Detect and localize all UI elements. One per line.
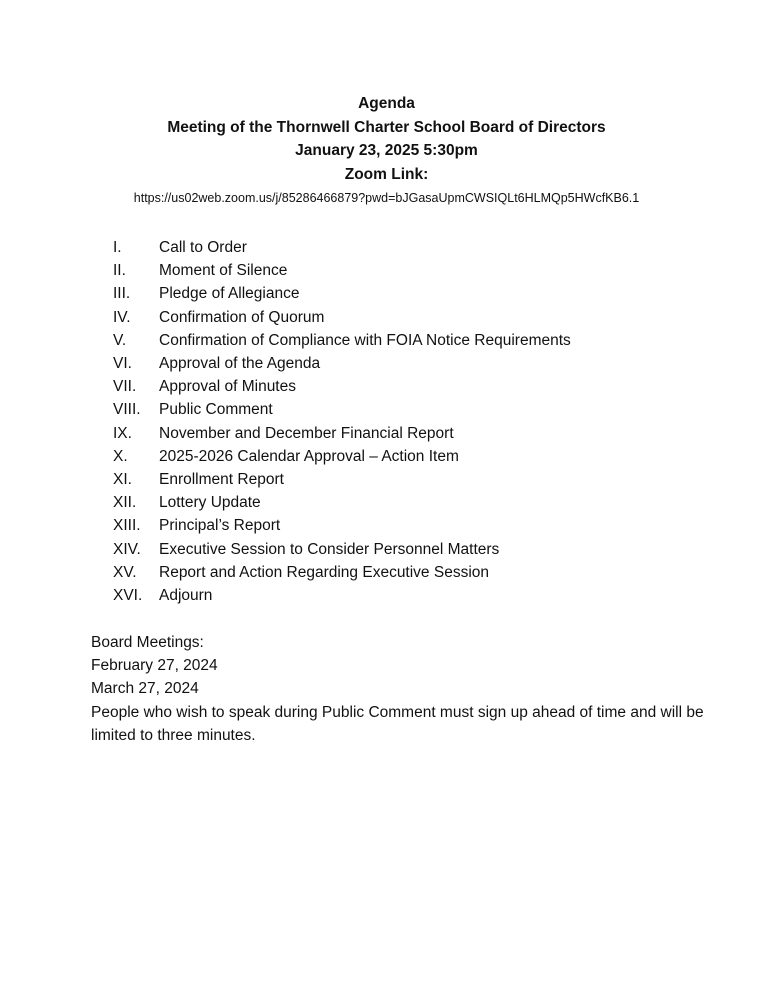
agenda-item: [113, 375, 571, 398]
agenda-item-text: Enrollment Report: [159, 471, 284, 489]
agenda-item-number: XV.: [113, 563, 137, 581]
board-meetings-section: [91, 631, 731, 747]
agenda-item-text: Confirmation of Compliance with FOIA Notice Requirements: [159, 331, 571, 349]
agenda-item-text: Public Comment: [159, 401, 273, 419]
agenda-item: [113, 236, 571, 259]
agenda-item: [113, 514, 571, 537]
agenda-item: [113, 352, 571, 375]
agenda-header: [0, 92, 773, 209]
agenda-item-text: Pledge of Allegiance: [159, 285, 300, 303]
agenda-item: [113, 584, 571, 607]
agenda-item: [113, 468, 571, 491]
agenda-list: [113, 236, 571, 607]
agenda-item-text: 2025-2026 Calendar Approval – Action Item: [159, 447, 459, 465]
agenda-item: [113, 561, 571, 584]
agenda-item-number: XIII.: [113, 517, 141, 535]
agenda-item-text: November and December Financial Report: [159, 424, 454, 442]
agenda-item-text: Lottery Update: [159, 494, 261, 512]
agenda-item: [113, 306, 571, 329]
agenda-item-number: V.: [113, 331, 127, 349]
agenda-item-number: XVI.: [113, 587, 143, 605]
agenda-item: [113, 491, 571, 514]
agenda-item-number: XI.: [113, 471, 132, 489]
agenda-item-number: VII.: [113, 378, 137, 396]
agenda-item-number: X.: [113, 447, 128, 465]
agenda-item-number: VIII.: [113, 401, 141, 419]
meeting-title: Meeting of the Thornwell Charter School Board of Directors: [167, 118, 606, 136]
board-meeting-date: March 27, 2024: [91, 680, 199, 698]
agenda-item-number: IX.: [113, 424, 132, 442]
agenda-item-text: Approval of Minutes: [159, 378, 296, 396]
agenda-item-text: Approval of the Agenda: [159, 355, 321, 373]
agenda-item-number: XII.: [113, 494, 137, 512]
agenda-item: [113, 329, 571, 352]
agenda-item-number: IV.: [113, 308, 131, 326]
zoom-link-label: Zoom Link:: [344, 165, 429, 183]
agenda-item-number: III.: [113, 285, 131, 303]
board-meeting-date: February 27, 2024: [91, 657, 218, 675]
document-title: Agenda: [358, 95, 415, 112]
agenda-item-number: XIV.: [113, 540, 141, 558]
zoom-link-url[interactable]: https://us02web.zoom.us/j/85286466879?pwd=bJGasaUpmCWSIQLt6HLMQp5HWcfKB6.1: [133, 191, 640, 205]
agenda-item: [113, 445, 571, 468]
agenda-item-text: Report and Action Regarding Executive Session: [159, 563, 490, 581]
agenda-item-text: Confirmation of Quorum: [159, 308, 325, 326]
meeting-datetime: January 23, 2025 5:30pm: [295, 142, 478, 159]
agenda-item: [113, 259, 571, 282]
agenda-item-number: I.: [113, 239, 122, 256]
agenda-item: [113, 422, 571, 445]
agenda-item-text: Principal’s Report: [159, 517, 281, 535]
agenda-item-text: Adjourn: [159, 587, 213, 605]
board-meetings-label: Board Meetings:: [91, 634, 204, 651]
agenda-item-number: II.: [113, 262, 126, 280]
agenda-item: [113, 538, 571, 561]
agenda-item-text: Call to Order: [159, 239, 247, 256]
agenda-item: [113, 398, 571, 421]
agenda-item-text: Moment of Silence: [159, 262, 288, 280]
public-comment-note: People who wish to speak during Public Comment must sign up ahead of time and will be limited to three minutes.: [91, 703, 704, 744]
agenda-item-number: VI.: [113, 355, 132, 373]
agenda-item-text: Executive Session to Consider Personnel Matters: [159, 540, 500, 558]
agenda-item: [113, 282, 571, 305]
